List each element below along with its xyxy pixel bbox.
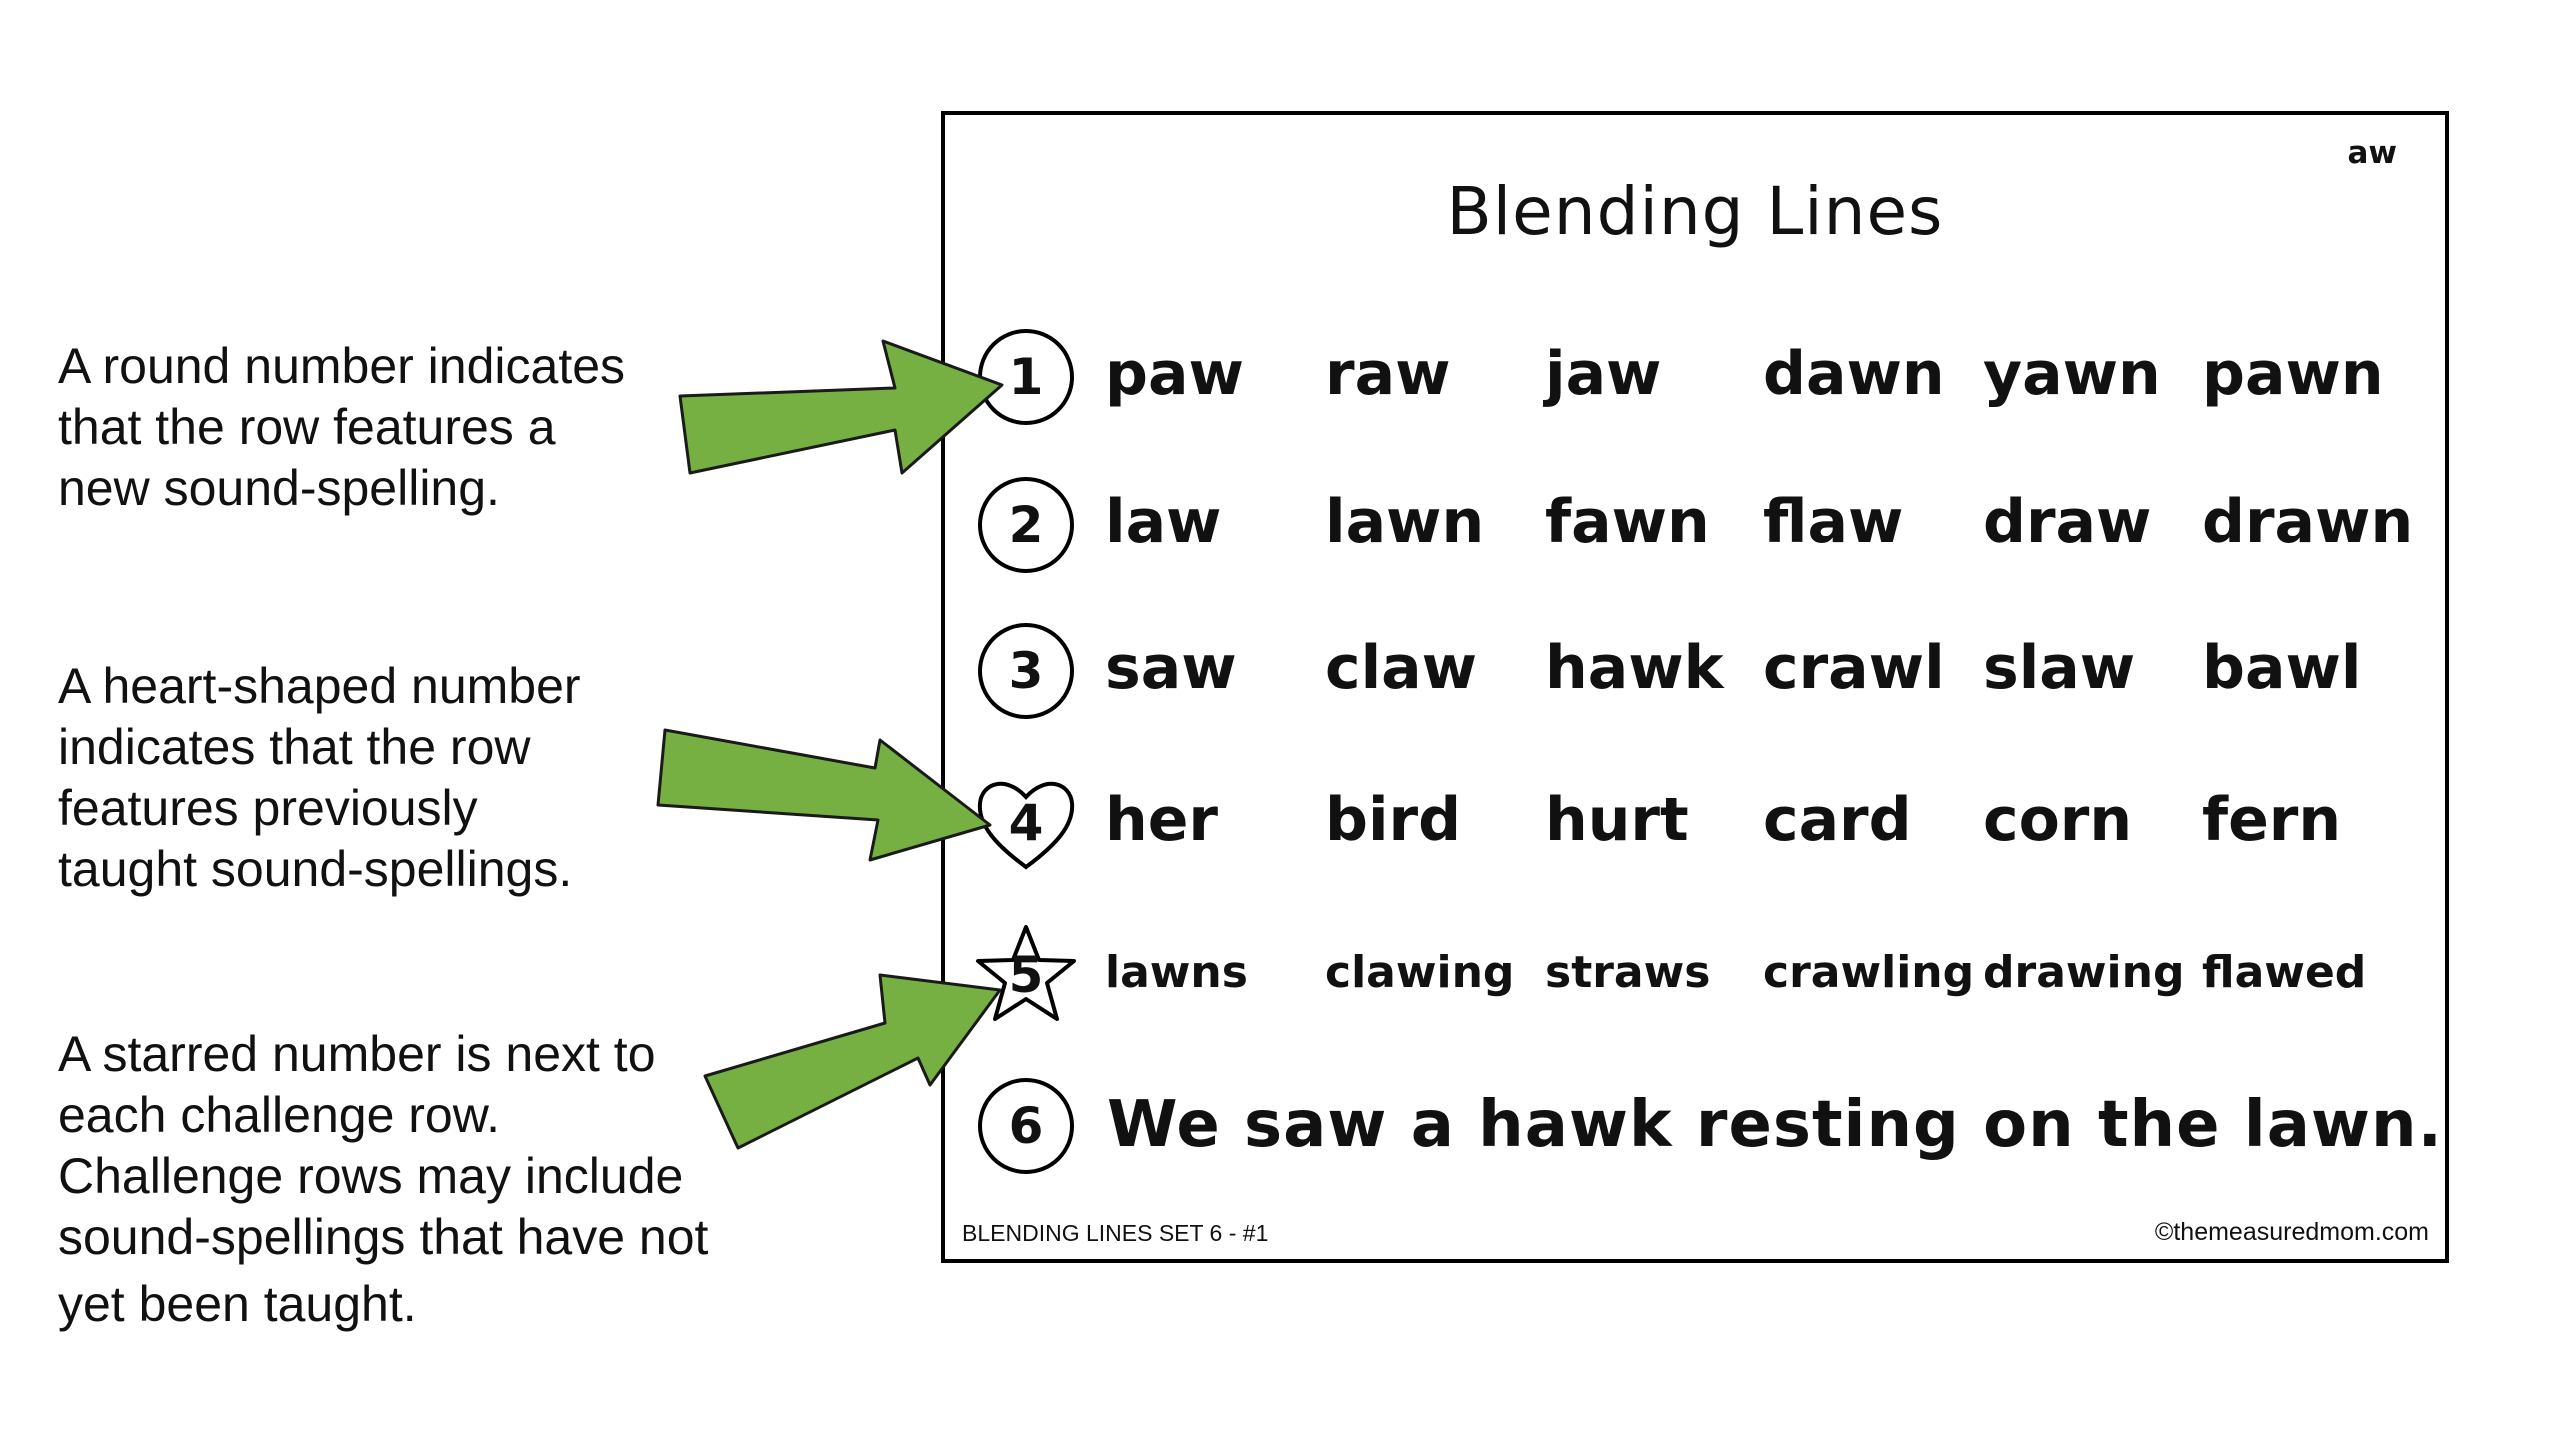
- word: hawk: [1545, 633, 1724, 703]
- word: pawn: [2202, 339, 2384, 409]
- worksheet-title: Blending Lines: [1446, 173, 1944, 250]
- sound-tag: aw: [2347, 135, 2397, 171]
- note-line: yet been taught.: [58, 1276, 417, 1332]
- note-star-number: [58, 1024, 708, 1335]
- word: lawns: [1105, 947, 1248, 998]
- row-number: 1: [1008, 348, 1044, 406]
- star-number-badge: [976, 925, 1076, 1025]
- word: raw: [1325, 339, 1451, 409]
- word: slaw: [1983, 633, 2136, 703]
- word: paw: [1105, 339, 1244, 409]
- round-number-badge: [976, 621, 1076, 721]
- word: dawn: [1763, 339, 1945, 409]
- word: hurt: [1545, 785, 1689, 855]
- round-number-badge: [976, 1076, 1076, 1176]
- word: drawn: [2202, 487, 2414, 557]
- note-line: Challenge rows may include: [58, 1148, 684, 1204]
- round-number-badge: [976, 475, 1076, 575]
- sentence: We saw a hawk resting on the lawn.: [1107, 1088, 2443, 1162]
- word: yawn: [1983, 339, 2161, 409]
- worksheet: [941, 111, 2449, 1263]
- word: her: [1105, 785, 1218, 855]
- heart-number-badge: [976, 773, 1076, 873]
- word: lawn: [1325, 487, 1485, 557]
- note-line: sound-spellings that have not: [58, 1209, 709, 1265]
- row-number: 2: [1008, 496, 1044, 554]
- note-line: features previously: [58, 780, 478, 836]
- note-line: A round number indicates: [58, 338, 626, 394]
- note-line: new sound-spelling.: [58, 460, 500, 516]
- word: jaw: [1545, 339, 1662, 409]
- word: drawing: [1983, 947, 2185, 998]
- word: bawl: [2202, 633, 2362, 703]
- row-number: 3: [1008, 642, 1044, 700]
- word: bird: [1325, 785, 1462, 855]
- word: straws: [1545, 947, 1711, 998]
- row-number: 5: [1008, 946, 1044, 1004]
- word: draw: [1983, 487, 2152, 557]
- row-number: 6: [1008, 1097, 1044, 1155]
- footer-set-label: BLENDING LINES SET 6 - #1: [962, 1220, 1269, 1246]
- word: saw: [1105, 633, 1237, 703]
- round-number-badge: [976, 327, 1076, 427]
- note-line: taught sound-spellings.: [58, 841, 573, 897]
- word: crawl: [1763, 633, 1945, 703]
- note-line: A starred number is next to: [58, 1026, 656, 1082]
- note-line: each challenge row.: [58, 1087, 500, 1143]
- word: flawed: [2202, 947, 2367, 998]
- word: corn: [1983, 785, 2133, 855]
- note-round-number: [58, 336, 625, 519]
- word: card: [1763, 785, 1912, 855]
- word: clawing: [1325, 947, 1515, 998]
- word: claw: [1325, 633, 1478, 703]
- word: flaw: [1763, 487, 1904, 557]
- word: law: [1105, 487, 1222, 557]
- word: crawling: [1763, 947, 1975, 998]
- note-line: that the row features a: [58, 399, 556, 455]
- note-heart-number: [58, 656, 581, 900]
- footer-copyright: ©themeasuredmom.com: [2154, 1218, 2429, 1246]
- word: fern: [2202, 785, 2342, 855]
- row-number: 4: [1008, 794, 1044, 852]
- word: fawn: [1545, 487, 1710, 557]
- note-line: A heart-shaped number: [58, 658, 581, 714]
- note-line: indicates that the row: [58, 719, 531, 775]
